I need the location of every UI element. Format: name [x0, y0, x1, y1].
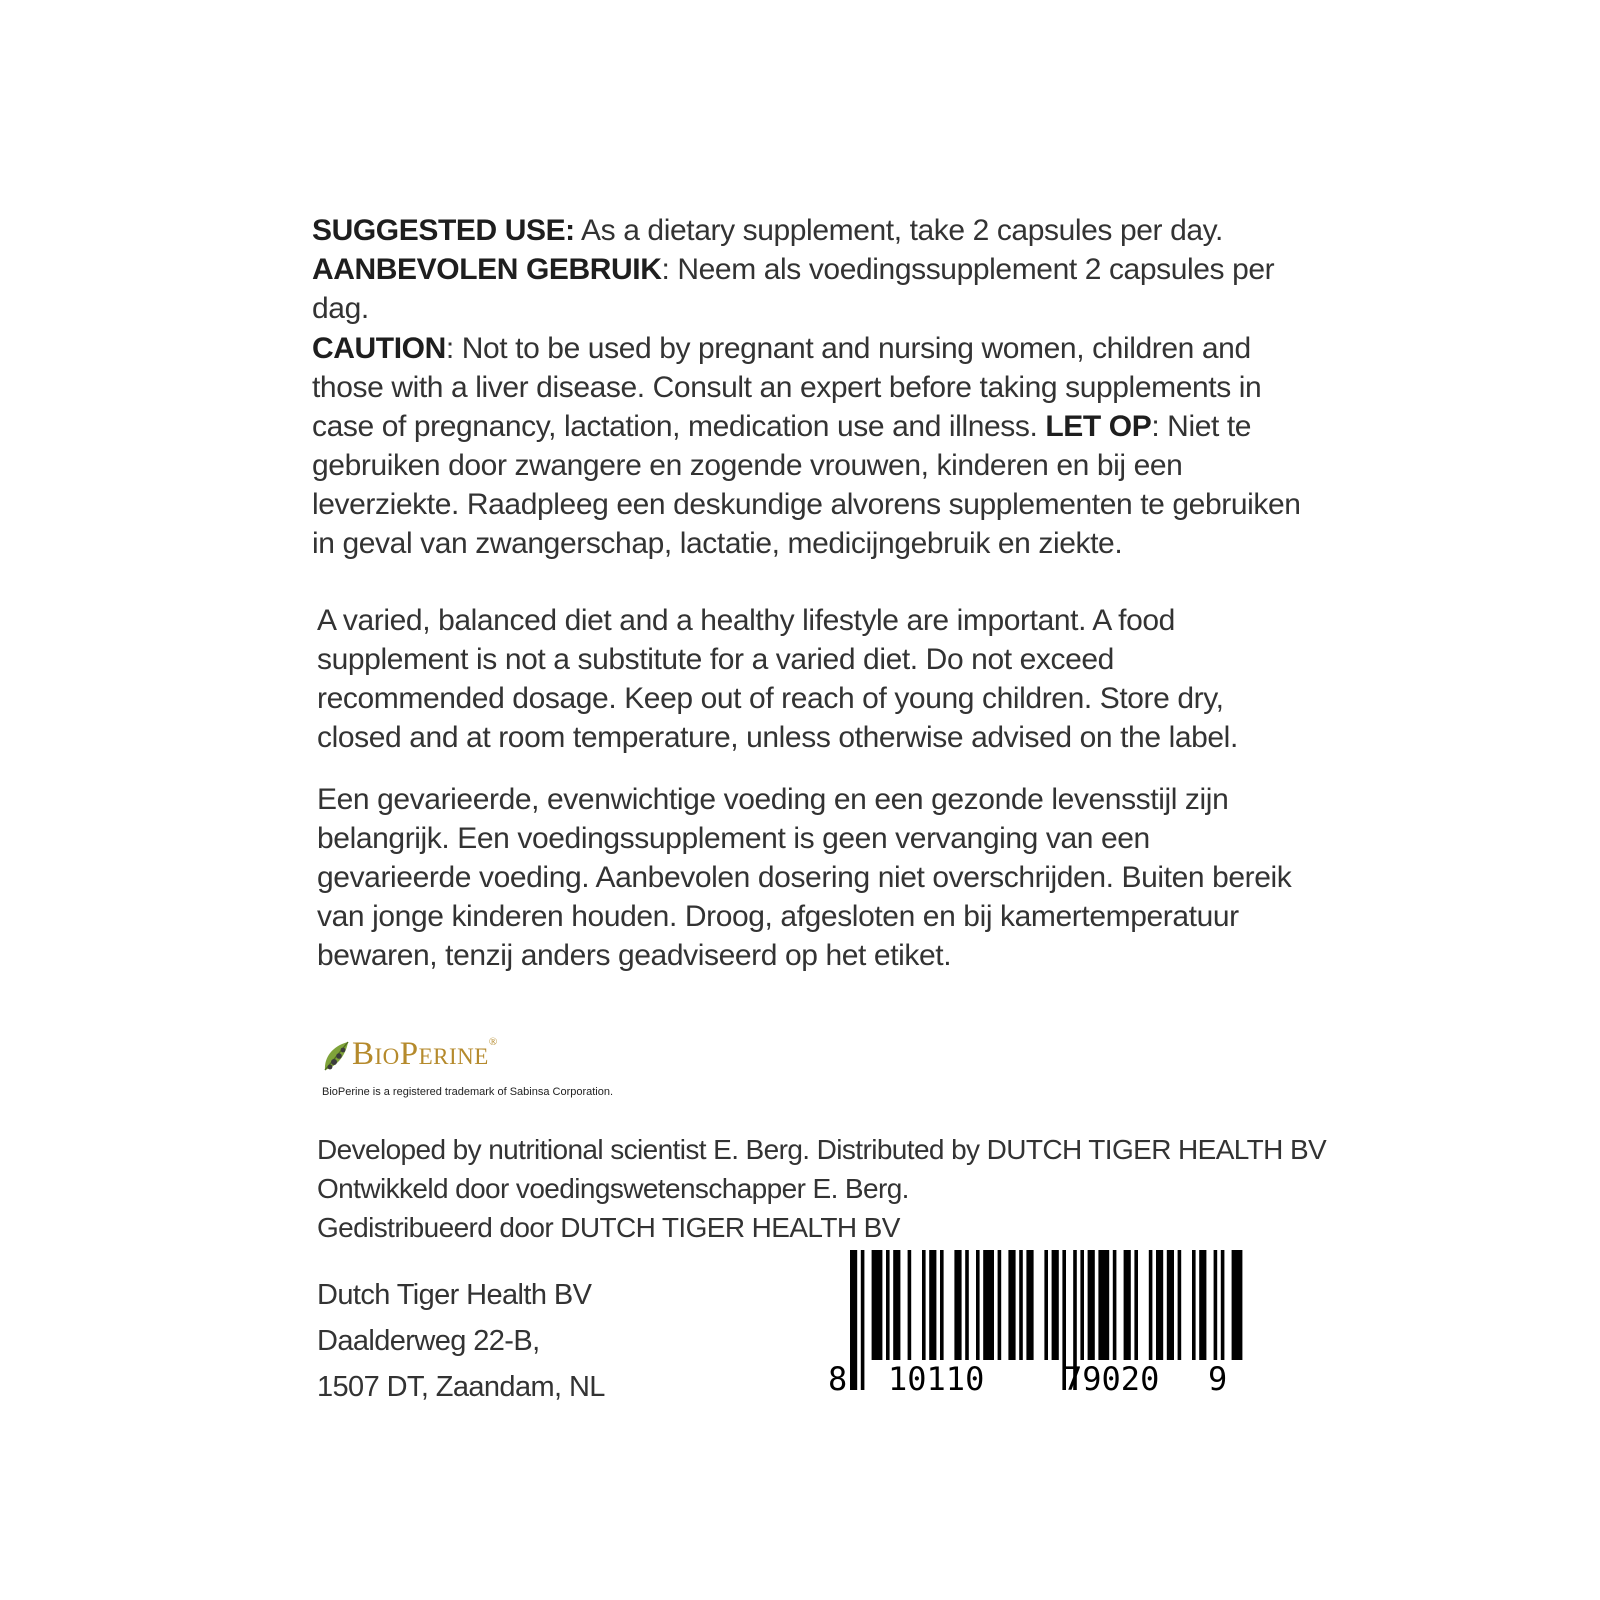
- barcode-bar: [1192, 1250, 1196, 1360]
- suggested-use-en-label: SUGGESTED USE:: [312, 214, 575, 247]
- barcode-bar: [908, 1250, 912, 1360]
- barcode-bar: [850, 1250, 857, 1390]
- general-advice-en: A varied, balanced diet and a healthy lifestyle are important. A food supplement is not a substitute for a varied diet. Do not exceed recommended dosage. Keep out of reach of young children. Store dry, closed and at room temperature, unless otherwise advised on the label.: [317, 604, 1238, 754]
- suggested-use-en: [312, 211, 1312, 250]
- barcode-bar: [886, 1250, 890, 1360]
- barcode-group-right: 79020: [1063, 1360, 1160, 1398]
- suggested-use-nl: [312, 250, 1312, 328]
- pepper-leaf-icon: [322, 1040, 352, 1074]
- caution-en-text: : Not to be used by pregnant and nursing women, children and those with a liver disease. Consult an expert before taking supplements in case of pregnancy, lactation, medication use and illness.: [312, 332, 1262, 443]
- bioperine-brand-text: BioPerine: [352, 1036, 489, 1072]
- caution-block: [312, 329, 1302, 563]
- barcode-bar: [998, 1250, 1002, 1360]
- barcode-bar: [1088, 1250, 1095, 1360]
- caution-nl-text: : Niet te gebruiken door zwangere en zogende vrouwen, kinderen en bij een leverziekte. Raadpleeg een deskundige alvorens supplementen te gebruiken in geval van zwangerschap, lactatie, medicijngebruik en ziekte.: [312, 410, 1301, 560]
- company-address: [317, 1272, 605, 1410]
- barcode-bar: [940, 1250, 944, 1360]
- barcode-bar: [1167, 1250, 1174, 1360]
- barcode-bar: [965, 1250, 969, 1360]
- barcode-bar: [922, 1250, 926, 1360]
- barcode-bar: [893, 1250, 900, 1360]
- barcode-bar: [1044, 1250, 1048, 1360]
- barcode-bar: [1098, 1250, 1109, 1360]
- barcode-bar: [1156, 1250, 1163, 1360]
- barcode-bar: [929, 1250, 936, 1360]
- barcode-digit-first: 8: [828, 1360, 848, 1398]
- barcode-digit-last: 9: [1208, 1360, 1228, 1398]
- barcode-bar: [872, 1250, 883, 1360]
- barcode-bar: [1124, 1250, 1131, 1360]
- barcode-bar: [983, 1250, 994, 1360]
- barcode-bar: [1026, 1250, 1033, 1360]
- barcode-bar: [1232, 1250, 1243, 1360]
- developer-line: Developed by nutritional scientist E. Berg. Distributed by DUTCH TIGER HEALTH BV: [317, 1134, 1327, 1165]
- address-line: Daalderweg 22-B,: [317, 1325, 540, 1357]
- registered-mark: ®: [488, 1036, 498, 1048]
- barcode-bar: [861, 1250, 865, 1390]
- barcode-bar: [954, 1250, 961, 1360]
- developer-line: Gedistribueerd door DUTCH TIGER HEALTH BV: [317, 1212, 900, 1243]
- suggested-use-nl-label: AANBEVOLEN GEBRUIK: [312, 253, 662, 286]
- barcode-bar: [1019, 1250, 1023, 1360]
- suggested-use-block: [312, 211, 1312, 328]
- barcode-bar: [1113, 1250, 1117, 1360]
- bioperine-wordmark: [352, 1036, 498, 1073]
- barcode-bar: [1008, 1250, 1015, 1360]
- caution-en-label: CAUTION: [312, 332, 446, 365]
- bioperine-logo: [322, 1036, 662, 1104]
- barcode-bar: [976, 1250, 980, 1360]
- barcode-group-left: 10110: [888, 1360, 985, 1398]
- caution-nl-label: LET OP: [1045, 410, 1152, 443]
- barcode-bar: [1149, 1250, 1153, 1360]
- barcode-bar: [1199, 1250, 1206, 1360]
- barcode-bar: [1080, 1250, 1084, 1360]
- developer-info: [317, 1130, 1326, 1247]
- barcode-bar: [1134, 1250, 1138, 1360]
- barcode-bar: [1221, 1250, 1225, 1360]
- suggested-use-en-text: As a dietary supplement, take 2 capsules per day.: [574, 214, 1223, 247]
- barcode-bar: [1178, 1250, 1182, 1360]
- suggested-use-nl-text: : Neem als voedingssupplement 2 capsules per dag.: [312, 253, 1275, 325]
- general-advice-nl: Een gevarieerde, evenwichtige voeding en een gezonde levensstijl zijn belangrijk. Een voedingssupplement is geen vervanging van een gevarieerde voeding. Aanbevolen dosering niet overschrijden. Buiten bereik van jonge kinderen houden. Droog, afgesloten en bij kamertemperatuur bewaren, tenzij anders geadviseerd op het etiket.: [317, 783, 1292, 972]
- address-line: 1507 DT, Zaandam, NL: [317, 1371, 605, 1403]
- developer-line: Ontwikkeld door voedingswetenschapper E. Berg.: [317, 1173, 909, 1204]
- trademark-note: BioPerine is a registered trademark of Sabinsa Corporation.: [322, 1086, 614, 1098]
- barcode: [828, 1250, 1258, 1402]
- barcode-bar: [1052, 1250, 1059, 1360]
- barcode-bar: [1214, 1250, 1218, 1360]
- address-line: Dutch Tiger Health BV: [317, 1279, 592, 1311]
